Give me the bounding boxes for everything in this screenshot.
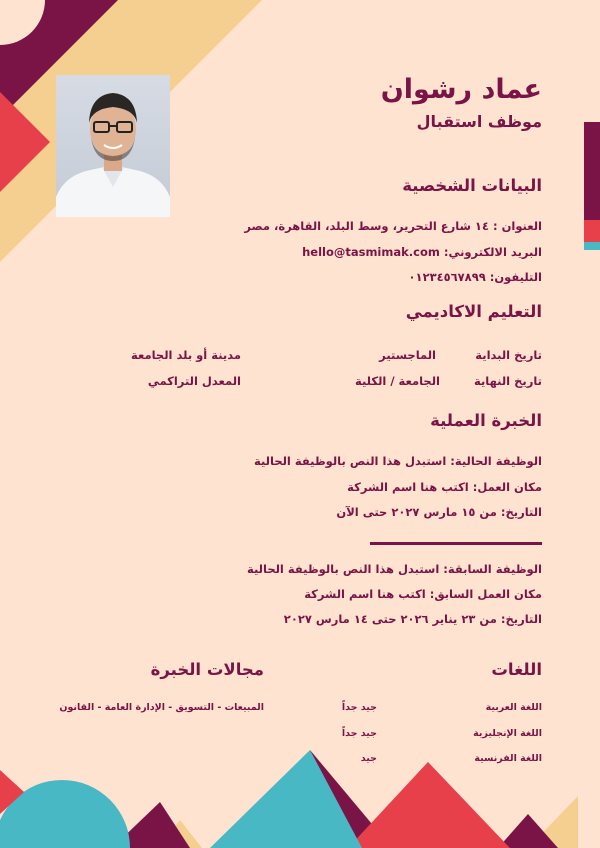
language-level-french: جيد [360,753,377,764]
previous-workplace: مكان العمل السابق: اكتب هنا اسم الشركة [304,587,542,601]
profile-photo [56,75,170,217]
experience-heading: الخبرة العملية [430,411,542,430]
edu-degree: الماجستير [379,348,436,362]
current-job: الوظيفة الحالية: استبدل هذا النص بالوظيفة الحالية [254,454,542,468]
email-value[interactable]: hello@tasmimak.com [302,245,440,259]
current-date: التاريخ: من ١٥ مارس ٢٠٢٧ حتى الآن [336,505,542,519]
language-name-arabic: اللغة العربية [485,702,542,713]
current-workplace: مكان العمل: اكتب هنا اسم الشركة [347,480,542,494]
edu-university-city: مدينة أو بلد الجامعة [131,348,241,362]
bottom-red-triangle [348,762,510,848]
education-heading: التعليم الاكاديمي [405,302,542,321]
right-teal-bar [584,242,600,250]
phone-line: التليفون: ٠١٢٣٤٥٦٧٨٩٩ [408,270,542,284]
edu-end-date: تاريخ النهاية [473,374,542,388]
previous-job: الوظيفة السابقة: استبدل هذا النص بالوظيفة الحالية [247,562,542,576]
language-name-english: اللغة الإنجليزية [473,728,542,739]
experience-divider [370,542,542,545]
address-line: العنوان : ١٤ شارع التحرير، وسط البلد، القاهرة، مصر [244,219,542,233]
email-line [302,245,542,259]
expertise-list: المبيعات - التسويق - الإدارة العامة - القانون [59,702,264,713]
language-name-french: اللغة الفرنسية [474,753,542,764]
languages-heading: اللغات [491,660,542,679]
edu-university: الجامعة / الكلية [355,374,440,388]
edu-gpa: المعدل التراكمي [147,374,241,388]
job-title: موظف استقبال [416,112,542,131]
language-level-arabic: جيد جداً [341,702,377,713]
previous-date: التاريخ: من ٢٣ يناير ٢٠٢٦ حتى ١٤ مارس ٢٠٢٧ [283,612,542,626]
right-plum-bar [584,122,600,220]
full-name: عماد رشوان [380,74,542,105]
email-label: البريد الالكتروني: [443,245,542,259]
personal-heading: البيانات الشخصية [402,176,542,195]
right-red-bar [584,220,600,242]
language-level-english: جيد جداً [341,728,377,739]
edu-start-date: تاريخ البداية [475,348,542,362]
expertise-heading: مجالات الخبرة [150,660,264,679]
